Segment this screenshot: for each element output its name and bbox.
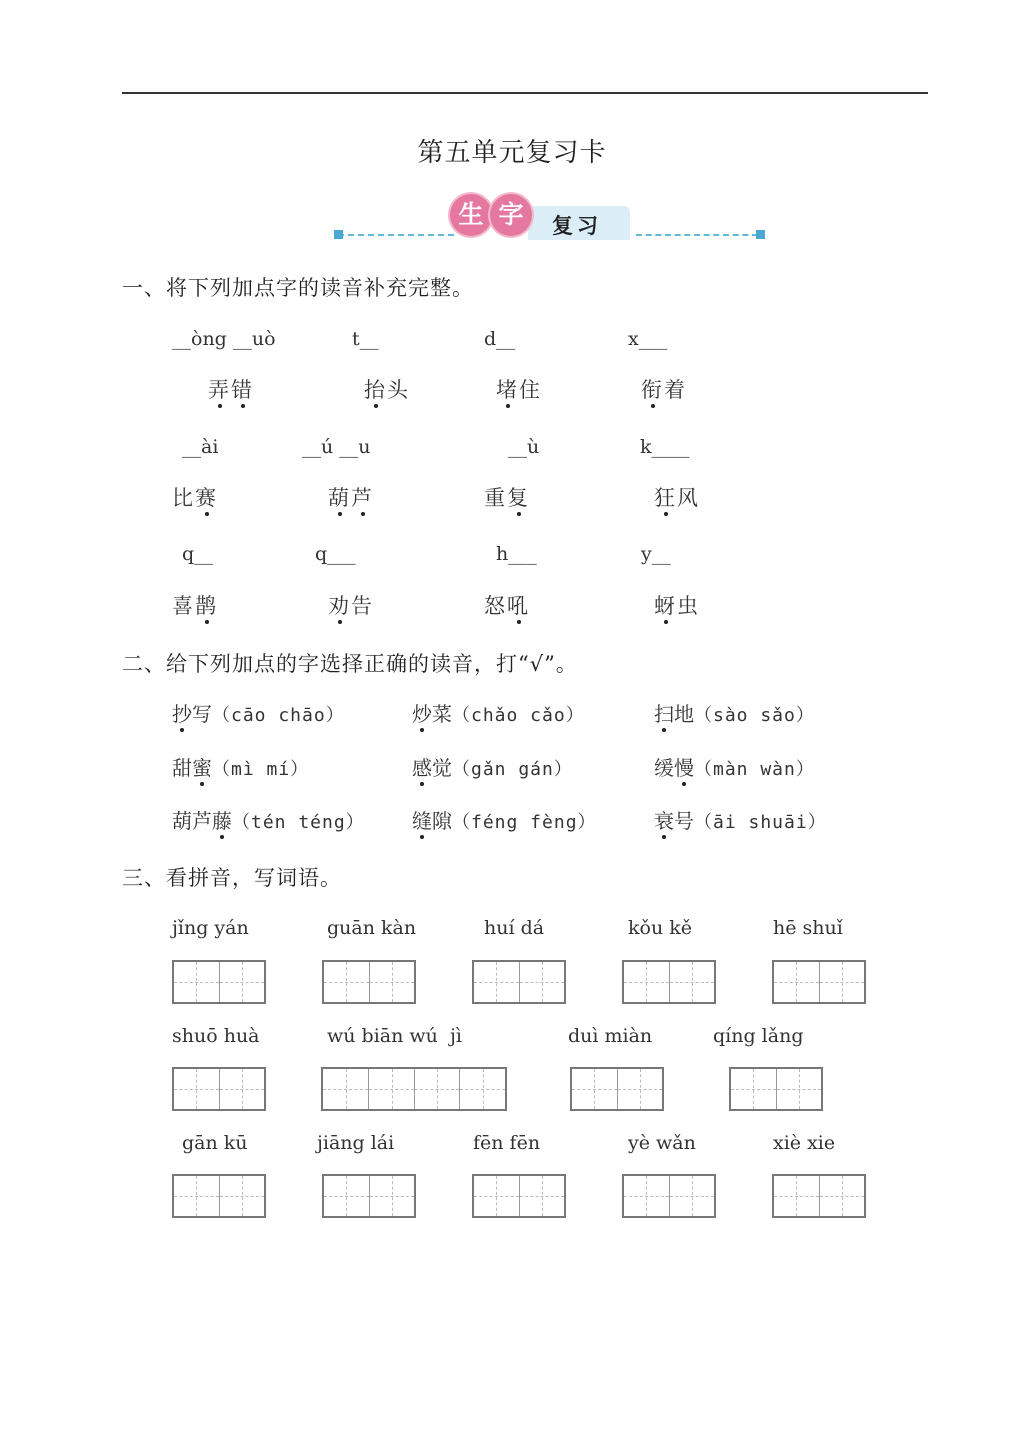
writing-cell[interactable] (474, 962, 519, 1002)
pinyin-prompt: duì miàn (568, 1025, 653, 1047)
writing-cell[interactable] (774, 962, 819, 1002)
writing-grid[interactable] (172, 960, 266, 1004)
dotted-word (328, 590, 374, 620)
char: 缓 (654, 756, 674, 780)
char: 号 (674, 809, 694, 833)
writing-grid[interactable] (729, 1067, 823, 1111)
writing-cell[interactable] (174, 962, 219, 1002)
pinyin-prompt: wú biān wú jì (327, 1025, 462, 1047)
dotted-char: 劝 (328, 594, 351, 618)
pinyin-blank[interactable]: h___ (496, 543, 537, 565)
choice-item (654, 805, 827, 834)
banner-circle-zi: 字 (490, 194, 532, 236)
word-text (484, 594, 530, 618)
pinyin-options[interactable]: （āi shuāi） (694, 812, 827, 833)
writing-cell[interactable] (519, 1176, 564, 1216)
writing-cell[interactable] (474, 1176, 519, 1216)
word-text (412, 756, 452, 780)
dotted-char: 鹊 (195, 594, 218, 618)
pinyin-blank[interactable]: __ài (182, 436, 219, 458)
char: 隙 (432, 809, 452, 833)
dotted-word (328, 482, 374, 512)
word-text (412, 702, 452, 726)
banner-square-right-icon (756, 230, 765, 239)
char: 写 (192, 702, 212, 726)
writing-cell[interactable] (819, 1176, 864, 1216)
writing-cell[interactable] (669, 962, 714, 1002)
writing-cell[interactable] (219, 962, 264, 1002)
char: 虫 (677, 594, 700, 618)
dotted-word (496, 374, 542, 404)
pinyin-options[interactable]: （féng fèng） (452, 812, 597, 833)
writing-cell[interactable] (819, 962, 864, 1002)
writing-cell[interactable] (669, 1176, 714, 1216)
dotted-char: 衰 (654, 809, 674, 833)
char: 觉 (432, 756, 452, 780)
banner-tab-label: 复习 (552, 214, 602, 238)
pinyin-options[interactable]: （cāo chāo） (212, 705, 345, 726)
choice-item (172, 698, 345, 727)
writing-cell[interactable] (624, 1176, 669, 1216)
dotted-word (641, 374, 687, 404)
writing-cell[interactable] (324, 962, 369, 1002)
pinyin-prompt: xiè xie (773, 1132, 836, 1154)
pinyin-prompt: fēn fēn (473, 1132, 541, 1154)
word-text (412, 809, 452, 833)
word-text (654, 756, 694, 780)
word-text (172, 809, 232, 833)
writing-grid[interactable] (172, 1174, 266, 1218)
writing-grid[interactable] (472, 960, 566, 1004)
char: 风 (677, 486, 700, 510)
word-text (654, 702, 694, 726)
writing-cell[interactable] (323, 1069, 368, 1109)
dotted-char: 炒 (412, 702, 432, 726)
writing-cell[interactable] (414, 1069, 460, 1109)
writing-cell[interactable] (369, 962, 414, 1002)
pinyin-prompt: huí dá (484, 917, 545, 939)
word-text (654, 594, 700, 618)
writing-grid[interactable] (570, 1067, 664, 1111)
writing-grid[interactable] (322, 960, 416, 1004)
char: 葫 (172, 809, 192, 833)
pinyin-options[interactable]: （mì mí） (212, 759, 310, 780)
writing-cell[interactable] (174, 1176, 219, 1216)
char: 甜 (172, 756, 192, 780)
word-text (208, 378, 254, 402)
pinyin-blank[interactable]: k____ (640, 436, 690, 458)
dotted-char: 芦 (351, 486, 374, 510)
writing-cell[interactable] (624, 962, 669, 1002)
dotted-word (654, 590, 700, 620)
dotted-word (364, 374, 410, 404)
section3-title: 三、看拼音，写词语。 (122, 866, 342, 890)
writing-cell[interactable] (174, 1069, 219, 1109)
writing-cell[interactable] (519, 962, 564, 1002)
writing-grid[interactable] (772, 960, 866, 1004)
choice-item (172, 752, 309, 781)
word-text (496, 378, 542, 402)
dotted-char: 吼 (507, 594, 530, 618)
pinyin-prompt: hē shuǐ (773, 917, 843, 939)
writing-cell[interactable] (369, 1176, 414, 1216)
writing-cell[interactable] (219, 1176, 264, 1216)
writing-grid[interactable] (322, 1174, 416, 1218)
pinyin-blank[interactable]: x___ (628, 328, 668, 350)
banner-tab (528, 206, 630, 240)
writing-grid[interactable] (172, 1067, 266, 1111)
dotted-char: 藤 (212, 809, 232, 833)
dotted-word (172, 590, 218, 620)
section-banner (332, 192, 768, 244)
dotted-word (654, 482, 700, 512)
writing-cell[interactable] (219, 1069, 264, 1109)
dotted-char: 缝 (412, 809, 432, 833)
pinyin-blank[interactable]: __òng __uò (172, 328, 276, 350)
choice-item (654, 698, 815, 727)
dotted-char: 赛 (195, 486, 218, 510)
word-text (484, 486, 530, 510)
dotted-word (208, 374, 254, 404)
char: 地 (674, 702, 694, 726)
choice-item (412, 698, 585, 727)
dotted-char: 衔 (641, 378, 664, 402)
word-text (172, 486, 218, 510)
writing-cell[interactable] (776, 1069, 821, 1109)
pinyin-blank[interactable]: __ú __u (302, 436, 371, 458)
word-text (654, 486, 700, 510)
word-text (328, 486, 374, 510)
pinyin-blank[interactable]: __ù (508, 436, 540, 458)
section1-title: 一、将下列加点字的读音补充完整。 (122, 276, 474, 300)
dotted-char: 蜜 (192, 756, 212, 780)
pinyin-blank[interactable]: t__ (352, 328, 379, 350)
word-text (172, 756, 212, 780)
char: 头 (387, 378, 410, 402)
dotted-char: 狂 (654, 486, 677, 510)
writing-grid[interactable] (622, 960, 716, 1004)
choice-item (172, 805, 365, 834)
pinyin-options[interactable]: （gǎn gán） (452, 759, 573, 780)
word-text (654, 809, 694, 833)
dotted-char: 抄 (172, 702, 192, 726)
writing-grid[interactable] (622, 1174, 716, 1218)
writing-grid[interactable] (472, 1174, 566, 1218)
writing-cell[interactable] (774, 1176, 819, 1216)
banner-circle-sheng: 生 (450, 194, 492, 236)
writing-cell[interactable] (368, 1069, 414, 1109)
choice-item (412, 752, 573, 781)
char: 芦 (192, 809, 212, 833)
word-text (172, 594, 218, 618)
pinyin-prompt: gān kū (182, 1132, 248, 1154)
dotted-char: 抬 (364, 378, 387, 402)
dotted-char: 弄 (208, 378, 231, 402)
top-rule (122, 92, 928, 94)
word-text (328, 594, 374, 618)
char: 比 (172, 486, 195, 510)
word-text (641, 378, 687, 402)
pinyin-blank[interactable]: y__ (641, 543, 671, 565)
writing-grid[interactable] (772, 1174, 866, 1218)
writing-cell[interactable] (459, 1069, 505, 1109)
char: 菜 (432, 702, 452, 726)
banner-dash-right (636, 234, 758, 236)
dotted-char: 复 (507, 486, 530, 510)
char: 重 (484, 486, 507, 510)
dotted-word (484, 482, 530, 512)
writing-grid[interactable] (321, 1067, 507, 1111)
pinyin-blank[interactable]: q__ (182, 543, 214, 565)
word-text (364, 378, 410, 402)
pinyin-options[interactable]: （chǎo cǎo） (452, 705, 585, 726)
word-text (172, 702, 212, 726)
pinyin-prompt: yè wǎn (628, 1132, 696, 1154)
pinyin-blank[interactable]: q___ (315, 543, 356, 565)
char: 告 (351, 594, 374, 618)
pinyin-prompt: kǒu kě (628, 917, 692, 939)
banner-dash-left (338, 234, 454, 236)
char: 住 (519, 378, 542, 402)
char: 喜 (172, 594, 195, 618)
banner-square-left-icon (334, 230, 343, 239)
pinyin-prompt: jǐng yán (172, 917, 249, 939)
writing-cell[interactable] (324, 1176, 369, 1216)
page-title: 第五单元复习卡 (417, 138, 607, 168)
dotted-word (484, 590, 530, 620)
choice-item (654, 752, 815, 781)
writing-cell[interactable] (617, 1069, 662, 1109)
pinyin-prompt: guān kàn (327, 917, 417, 939)
dotted-char: 扫 (654, 702, 674, 726)
dotted-char: 葫 (328, 486, 351, 510)
dotted-word (172, 482, 218, 512)
pinyin-prompt: jiāng lái (317, 1132, 395, 1154)
dotted-char: 蚜 (654, 594, 677, 618)
pinyin-blank[interactable]: d__ (484, 328, 516, 350)
writing-cell[interactable] (572, 1069, 617, 1109)
dotted-char: 错 (231, 378, 254, 402)
dotted-char: 慢 (674, 756, 694, 780)
dotted-char: 堵 (496, 378, 519, 402)
choice-item (412, 805, 597, 834)
char: 着 (664, 378, 687, 402)
pinyin-prompt: shuō huà (172, 1025, 260, 1047)
pinyin-options[interactable]: （tén téng） (232, 812, 365, 833)
section2-title: 二、给下列加点的字选择正确的读音，打“√”。 (122, 652, 578, 676)
writing-cell[interactable] (731, 1069, 776, 1109)
char: 怒 (484, 594, 507, 618)
dotted-char: 感 (412, 756, 432, 780)
pinyin-options[interactable]: （sào sǎo） (694, 705, 815, 726)
pinyin-options[interactable]: （màn wàn） (694, 759, 815, 780)
pinyin-prompt: qíng lǎng (713, 1025, 804, 1047)
